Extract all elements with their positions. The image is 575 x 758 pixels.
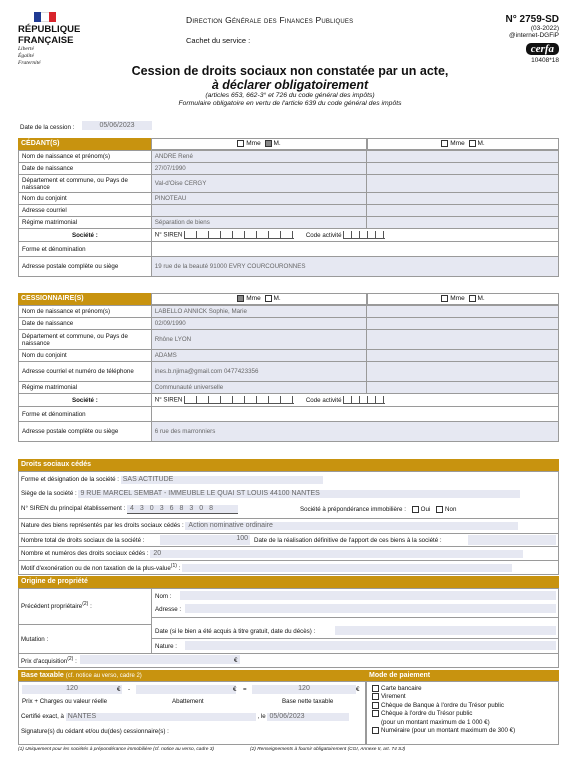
cess2-nom-field[interactable] xyxy=(367,306,559,318)
footnote-1: (1) Uniquement pour les sociétés à prépondérance immobilière (cf. notice au verso, cadre 3) xyxy=(18,747,214,752)
cedant-table xyxy=(18,150,559,277)
cess2-courriel-field[interactable] xyxy=(367,362,559,382)
origine-date-label: Date (si le bien a été acquis à titre gratuit, date du décès) : xyxy=(155,628,316,635)
nature-field[interactable]: Action nominative ordinaire xyxy=(185,522,518,530)
paiement-numeraire-checkbox[interactable] xyxy=(372,727,379,734)
paiement-cheque-banque-checkbox[interactable] xyxy=(372,702,379,709)
droits-forme-label: Forme et désignation de la société : xyxy=(21,476,120,483)
cedant2-courriel-field[interactable] xyxy=(367,205,559,217)
nombre-field[interactable]: 100 xyxy=(160,535,250,545)
cedant-row-label: Nom de naissance et prénom(s) xyxy=(19,151,152,163)
cess2-m-label: M. xyxy=(477,295,485,302)
date-realisation-label: Date de la réalisation définitive de l'apport de ces biens à la société : xyxy=(254,537,442,544)
cess-row-label: Nom du conjoint xyxy=(19,350,152,362)
droits-siege-field[interactable]: 9 RUE MARCEL SEMBAT - IMMEUBLE LE QUAI ST LOUIS 44100 NANTES xyxy=(78,490,520,498)
cessionnaire-table xyxy=(18,305,559,442)
preponderance-oui-checkbox[interactable] xyxy=(412,506,419,513)
origine-nature-field[interactable] xyxy=(185,641,556,650)
cerfa-logo: cerfa xyxy=(526,43,559,55)
cedant-regime-field[interactable]: Séparation de biens xyxy=(151,217,367,229)
motif-field[interactable] xyxy=(182,564,512,572)
cess-row-label: Adresse courriel et numéro de téléphone xyxy=(19,362,152,382)
cess2-naissance-field[interactable] xyxy=(367,318,559,330)
origine-header: Origine de propriété xyxy=(18,576,559,588)
signature-field[interactable] xyxy=(190,726,362,742)
base-header xyxy=(18,670,366,681)
cedant2-m-label: M. xyxy=(477,140,485,147)
certifie-date-field[interactable]: 05/06/2023 xyxy=(267,713,349,721)
cedant-lieu-field[interactable]: Val-d'Oise CERGY xyxy=(151,175,367,193)
cess-row-label: Nom de naissance et prénom(s) xyxy=(19,306,152,318)
cedant-siren-boxes[interactable] xyxy=(184,231,294,239)
title-line-2: à déclarer obligatoirement xyxy=(211,78,369,92)
cedant1-mme-checkbox[interactable] xyxy=(237,140,244,147)
cess2-regime-field[interactable] xyxy=(367,382,559,394)
cess-row-label: Département et commune, ou Pays de naissance xyxy=(19,330,152,350)
motif-label: Motif d'exonération ou de non taxation de la plus-value xyxy=(21,565,171,573)
base-abattement-label: Abattement xyxy=(172,698,204,705)
base-title: Base taxable xyxy=(21,672,64,679)
prix-label: Prix d'acquisition xyxy=(21,658,68,666)
paiement-header: Mode de paiement xyxy=(366,670,559,681)
paiement-numeraire-label: Numéraire xyxy=(381,727,410,735)
droits-header: Droits sociaux cédés xyxy=(18,459,559,471)
paiement-carte-label: Carte bancaire xyxy=(381,685,422,693)
certifie-label: Certifié exact, à xyxy=(21,713,64,720)
paiement-cheque-banque-label: Chèque de Banque à l'ordre du Trésor public xyxy=(381,702,504,710)
droits-forme-field[interactable]: SAS ACTITUDE xyxy=(121,476,323,484)
date-cession-label: Date de la cession : xyxy=(20,124,75,131)
cess-siren-boxes[interactable] xyxy=(184,396,294,404)
origine-adresse-label: Adresse : xyxy=(155,606,182,613)
cess2-m-checkbox[interactable] xyxy=(469,295,476,302)
cess2-conjoint-field[interactable] xyxy=(367,350,559,362)
numeros-label: Nombre et numéros des droits sociaux cédés : xyxy=(21,550,149,557)
date-realisation-field[interactable] xyxy=(468,535,556,545)
cedant-societe-label: Société : xyxy=(19,229,152,242)
cess-row-label: Régime matrimonial xyxy=(19,382,152,394)
republic-line-1: RÉPUBLIQUE xyxy=(18,24,81,35)
base-subtitle: (cf. notice au verso, cadre 2) xyxy=(65,673,142,679)
cess-siren-label: N° SIREN xyxy=(154,396,183,404)
cedant-conjoint-field[interactable]: PINOTEAU xyxy=(151,193,367,205)
cedant-row-label: Adresse courriel xyxy=(19,205,152,217)
cedant-row-label: Nom du conjoint xyxy=(19,193,152,205)
internet-label: @internet-DGFiP xyxy=(509,32,559,39)
origine-adresse-field[interactable] xyxy=(185,604,556,613)
paiement-carte-checkbox[interactable] xyxy=(372,685,379,692)
droits-siren-field[interactable]: 430368308 xyxy=(127,505,238,514)
cedant-row-label: Département et commune, ou Pays de naissance xyxy=(19,175,152,193)
main-title xyxy=(90,64,490,78)
direction-title: Direction Générale des Finances Publiques xyxy=(186,15,354,25)
preponderance-oui-label: Oui xyxy=(420,506,431,514)
preponderance-label: Société à prépondérance immobilière : xyxy=(300,506,406,514)
base-nette-euro: € xyxy=(356,686,360,693)
formulaire-note: Formulaire obligatoire en vertu de l'article 639 du code général des impôts xyxy=(178,100,402,107)
cess1-mme-label: Mme xyxy=(246,295,261,302)
signature-label: Signature(s) du cédant et/ou du(des) cessionnaire(s) : xyxy=(21,728,169,735)
droits-siren-label: N° SIREN du principal établissement : xyxy=(21,505,126,512)
paiement-cheque-note: (pour un montant maximum de 1 000 €) xyxy=(381,718,490,726)
motto-3: Fraternité xyxy=(18,60,41,66)
origine-nom-field[interactable] xyxy=(180,591,556,600)
cedant2-mme-checkbox[interactable] xyxy=(441,140,448,147)
cedant-forme-field[interactable] xyxy=(151,242,558,257)
cedant1-m-checkbox[interactable] xyxy=(265,140,272,147)
cess-courriel-field[interactable]: ines.b.njima@gmail.com 0477423356 xyxy=(151,362,367,382)
cedant1-mme-label: Mme xyxy=(246,140,261,147)
cedant-code-label: Code activité xyxy=(305,231,342,239)
cedant2-nom-field[interactable] xyxy=(367,151,559,163)
cess2-mme-checkbox[interactable] xyxy=(441,295,448,302)
cess-regime-field[interactable]: Communauté universelle xyxy=(151,382,367,394)
paiement-virement-checkbox[interactable] xyxy=(372,693,379,700)
cess-lieu-field[interactable]: Rhône LYON xyxy=(151,330,367,350)
motto-2: Égalité xyxy=(18,53,34,59)
certifie-le-label: , le xyxy=(257,713,266,720)
cedant1-m-label: M. xyxy=(273,140,281,147)
cess2-mme-label: Mme xyxy=(450,295,465,302)
origine-date-field[interactable] xyxy=(335,626,556,635)
cachet-label: Cachet du service : xyxy=(186,36,251,45)
form-date: (03-2022) xyxy=(530,25,559,32)
cedant-row-label: Date de naissance xyxy=(19,163,152,175)
base-nette-label: Base nette taxable xyxy=(282,698,334,705)
cess-conjoint-field[interactable]: ADAMS xyxy=(151,350,367,362)
cess2-lieu-field[interactable] xyxy=(367,330,559,350)
cedant2-naissance-field[interactable] xyxy=(367,163,559,175)
cedant2-m-checkbox[interactable] xyxy=(469,140,476,147)
cess-adresse-label: Adresse postale complète ou siège xyxy=(19,422,152,442)
cess-adresse-field[interactable]: 6 rue des marronniers xyxy=(151,422,558,442)
base-prix-label: Prix + Charges ou valeur réelle xyxy=(22,698,108,705)
cedant2-conjoint-field[interactable] xyxy=(367,193,559,205)
cess-forme-label: Forme et dénomination xyxy=(19,407,152,422)
cedant2-regime-field[interactable] xyxy=(367,217,559,229)
form-number: N° 2759-SD xyxy=(505,14,559,25)
cess-row-label: Date de naissance xyxy=(19,318,152,330)
cedant-adresse-field[interactable]: 19 rue de la beauté 91000 EVRY COURCOURONNES xyxy=(151,257,558,277)
cedant2-lieu-field[interactable] xyxy=(367,175,559,193)
base-abattement-euro: € xyxy=(233,686,237,693)
preponderance-non-label: Non xyxy=(445,506,457,514)
cess1-m-checkbox[interactable] xyxy=(265,295,272,302)
nombre-label: Nombre total de droits sociaux de la société : xyxy=(21,537,145,544)
cess-code-label: Code activité xyxy=(305,396,342,404)
cess-nom-field[interactable]: LABELLO ANNICK Sophie, Marie xyxy=(151,306,367,318)
prix-field[interactable] xyxy=(80,655,240,664)
cedant-forme-label: Forme et dénomination xyxy=(19,242,152,257)
precedent-label: Précédent propriétaire xyxy=(21,603,83,611)
cess1-mme-checkbox[interactable] xyxy=(237,295,244,302)
cessionnaire-header: CESSIONNAIRE(S) xyxy=(18,293,151,305)
cedant-courriel-field[interactable] xyxy=(151,205,367,217)
base-minus: - xyxy=(128,686,131,693)
base-prix-euro: € xyxy=(117,686,121,693)
cess-code-boxes[interactable] xyxy=(343,396,385,404)
cedant-naissance-field[interactable]: 27/07/1990 xyxy=(151,163,367,175)
origine-nature-label: Nature : xyxy=(155,643,178,650)
paiement-numeraire-note: (pour un montant maximum de 300 €) xyxy=(411,727,516,735)
base-equals: = xyxy=(243,686,247,693)
articles-note: (articles 653, 662-3° et 726 du code général des impôts) xyxy=(205,92,375,99)
nature-label: Nature des biens représentés par les droits sociaux cédés : xyxy=(21,522,184,529)
cedant2-mme-label: Mme xyxy=(450,140,465,147)
numeros-field[interactable]: 20 xyxy=(150,550,523,558)
title-line-1: Cession de droits sociaux non constatée par un acte, xyxy=(131,64,449,78)
cedant-adresse-label: Adresse postale complète ou siège xyxy=(19,257,152,277)
base-prix-field[interactable]: 120 xyxy=(22,685,122,694)
preponderance-non-checkbox[interactable] xyxy=(436,506,443,513)
cess-forme-field[interactable] xyxy=(151,407,558,422)
motto-1: Liberté xyxy=(18,46,34,52)
footnote-2: (2) Renseignements à fournir obligatoirement (CGI, Annexe II, art. 74 SJ) xyxy=(250,747,406,752)
cedant-siren-label: N° SIREN xyxy=(154,231,183,239)
cerfa-number: 10408*18 xyxy=(531,57,559,64)
cess1-m-label: M. xyxy=(273,295,281,302)
cedant-nom-field[interactable]: ANDRE René xyxy=(151,151,367,163)
droits-siege-label: Siège de la société : xyxy=(21,490,77,497)
cess-naissance-field[interactable]: 02/09/1990 xyxy=(151,318,367,330)
prix-euro: € xyxy=(234,657,238,664)
cedant-row-label: Régime matrimonial xyxy=(19,217,152,229)
base-nette-field[interactable]: 120 xyxy=(252,685,356,694)
paiement-cheque-label: Chèque à l'ordre du Trésor public xyxy=(381,710,473,718)
origine-nom-label: Nom : xyxy=(155,593,172,600)
cedant-code-boxes[interactable] xyxy=(343,231,385,239)
date-cession-field[interactable]: 05/06/2023 xyxy=(82,121,152,130)
certifie-lieu-field[interactable]: NANTES xyxy=(66,713,256,721)
cedant-header: CÉDANT(S) xyxy=(18,138,151,150)
paiement-virement-label: Virement xyxy=(381,693,406,701)
paiement-cheque-checkbox[interactable] xyxy=(372,710,379,717)
base-abattement-field[interactable] xyxy=(136,685,236,694)
republic-line-2: FRANÇAISE xyxy=(18,35,74,46)
mutation-label: Mutation : xyxy=(21,636,49,643)
marianne-logo xyxy=(18,12,81,80)
cess-societe-label: Société : xyxy=(19,394,152,407)
